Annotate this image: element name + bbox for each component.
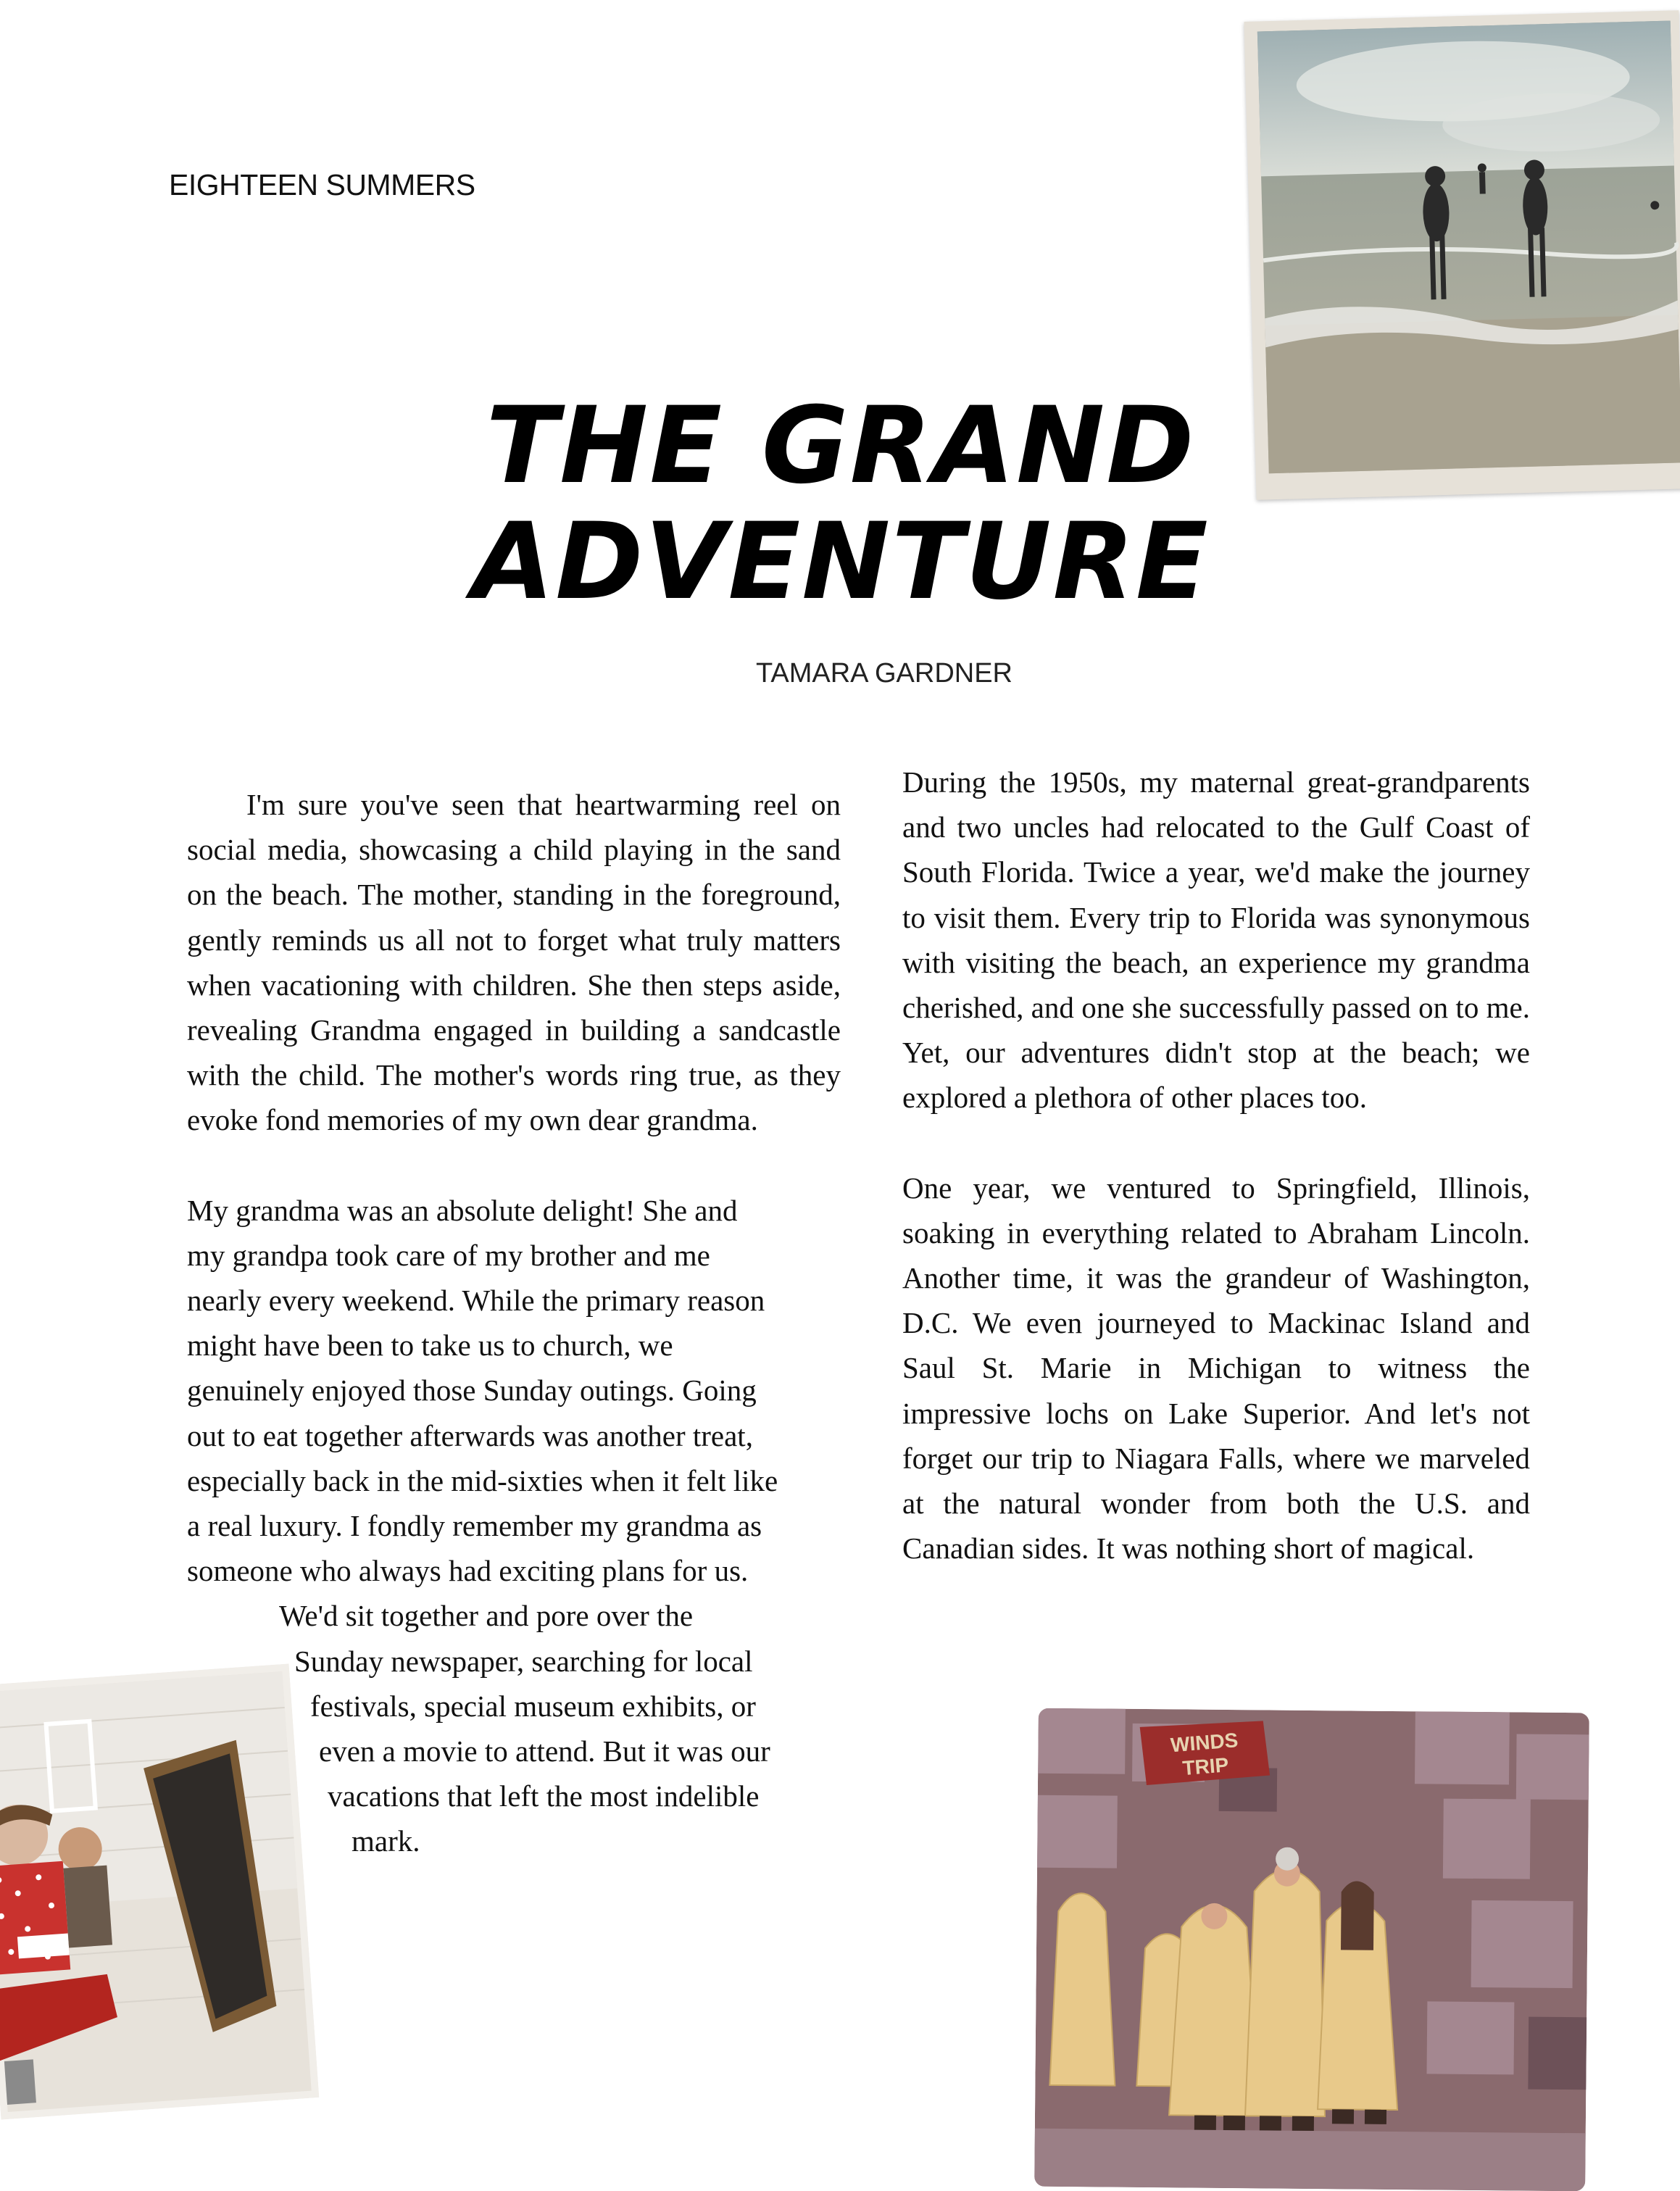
text-line: out to eat together afterwards was another treat, [187,1418,753,1452]
grandma-chalkboard-photo [0,1663,319,2119]
article-column-right [902,760,1530,1571]
text-line: especially back in the mid-sixties when it felt like [187,1463,778,1497]
title-line-2: ADVENTURE [472,500,1210,623]
niagara-falls-photo [1034,1708,1589,2191]
text-line: Sunday newspaper, searching for local [294,1644,753,1678]
text-line: nearly every weekend. While the primary reason [187,1284,765,1318]
paragraph-florida: During the 1950s, my maternal great-grandparents and two uncles had relocated to the Gulf Coast of South Florida. Twice a year, we'd make the journey to visit them. Every trip to Florida was synonymous with visiting the beach, an experience my grandma cherished, and one she successfully passed on to me. Yet, our adventures didn't stop at the beach; we explored a plethora of other places too. [902,765,1530,1115]
text-line: festivals, special museum exhibits, or [310,1689,756,1723]
text-line: vacations that left the most indelible [328,1779,760,1813]
author-byline: TAMARA GARDNER [755,658,1012,689]
paragraph-intro: I'm sure you've seen that heartwarming reel on social media, showcasing a child playing in the sand on the beach. The mother, standing in the foreground, gently reminds us all not to forget what truly matters when vacationing with children. She then steps aside, revealing Grandma engaged in building a sandcastle with the child. The mother's words ring true, as they evoke fond memories of my own dear grandma. [187,788,841,1137]
text-line: My grandma was an absolute delight! She and [187,1193,738,1227]
text-line: my grandpa took care of my brother and me [187,1238,710,1272]
text-line: mark. [352,1824,420,1858]
falls-sign-line-2: TRIP [1181,1753,1230,1780]
title-line-1: THE GRAND [486,384,1196,507]
text-line: We'd sit together and pore over the [279,1599,694,1633]
text-line: genuinely enjoyed those Sunday outings. Going [187,1373,757,1408]
text-line: a real luxury. I fondly remember my grandma as [187,1509,762,1543]
falls-photo-image [1034,1708,1589,2191]
text-line: might have been to take us to church, we [187,1329,673,1363]
text-line: even a movie to attend. But it was our [319,1734,770,1768]
grandma-photo-image [0,1663,319,2119]
page-title [406,384,1276,623]
beach-photo-image [1244,10,1680,499]
beach-photo [1244,10,1680,499]
paragraph-travels: One year, we ventured to Springfield, Illinois, soaking in everything related to Abraham Lincoln. Another time, it was the grandeur of Washington, D.C. We even journeyed to Mackinac Island and Saul St. Marie in Michigan to witness the impressive lochs on Lake Superior. And let's not forget our trip to Niagara Falls, where we marveled at the natural wonder from both the U.S. and Canadian sides. It was nothing short of magical. [902,1171,1530,1566]
text-line: someone who always had exciting plans for us. [187,1554,749,1588]
falls-sign-line-1: WINDS [1169,1729,1239,1757]
series-label: EIGHTEEN SUMMERS [169,168,475,201]
